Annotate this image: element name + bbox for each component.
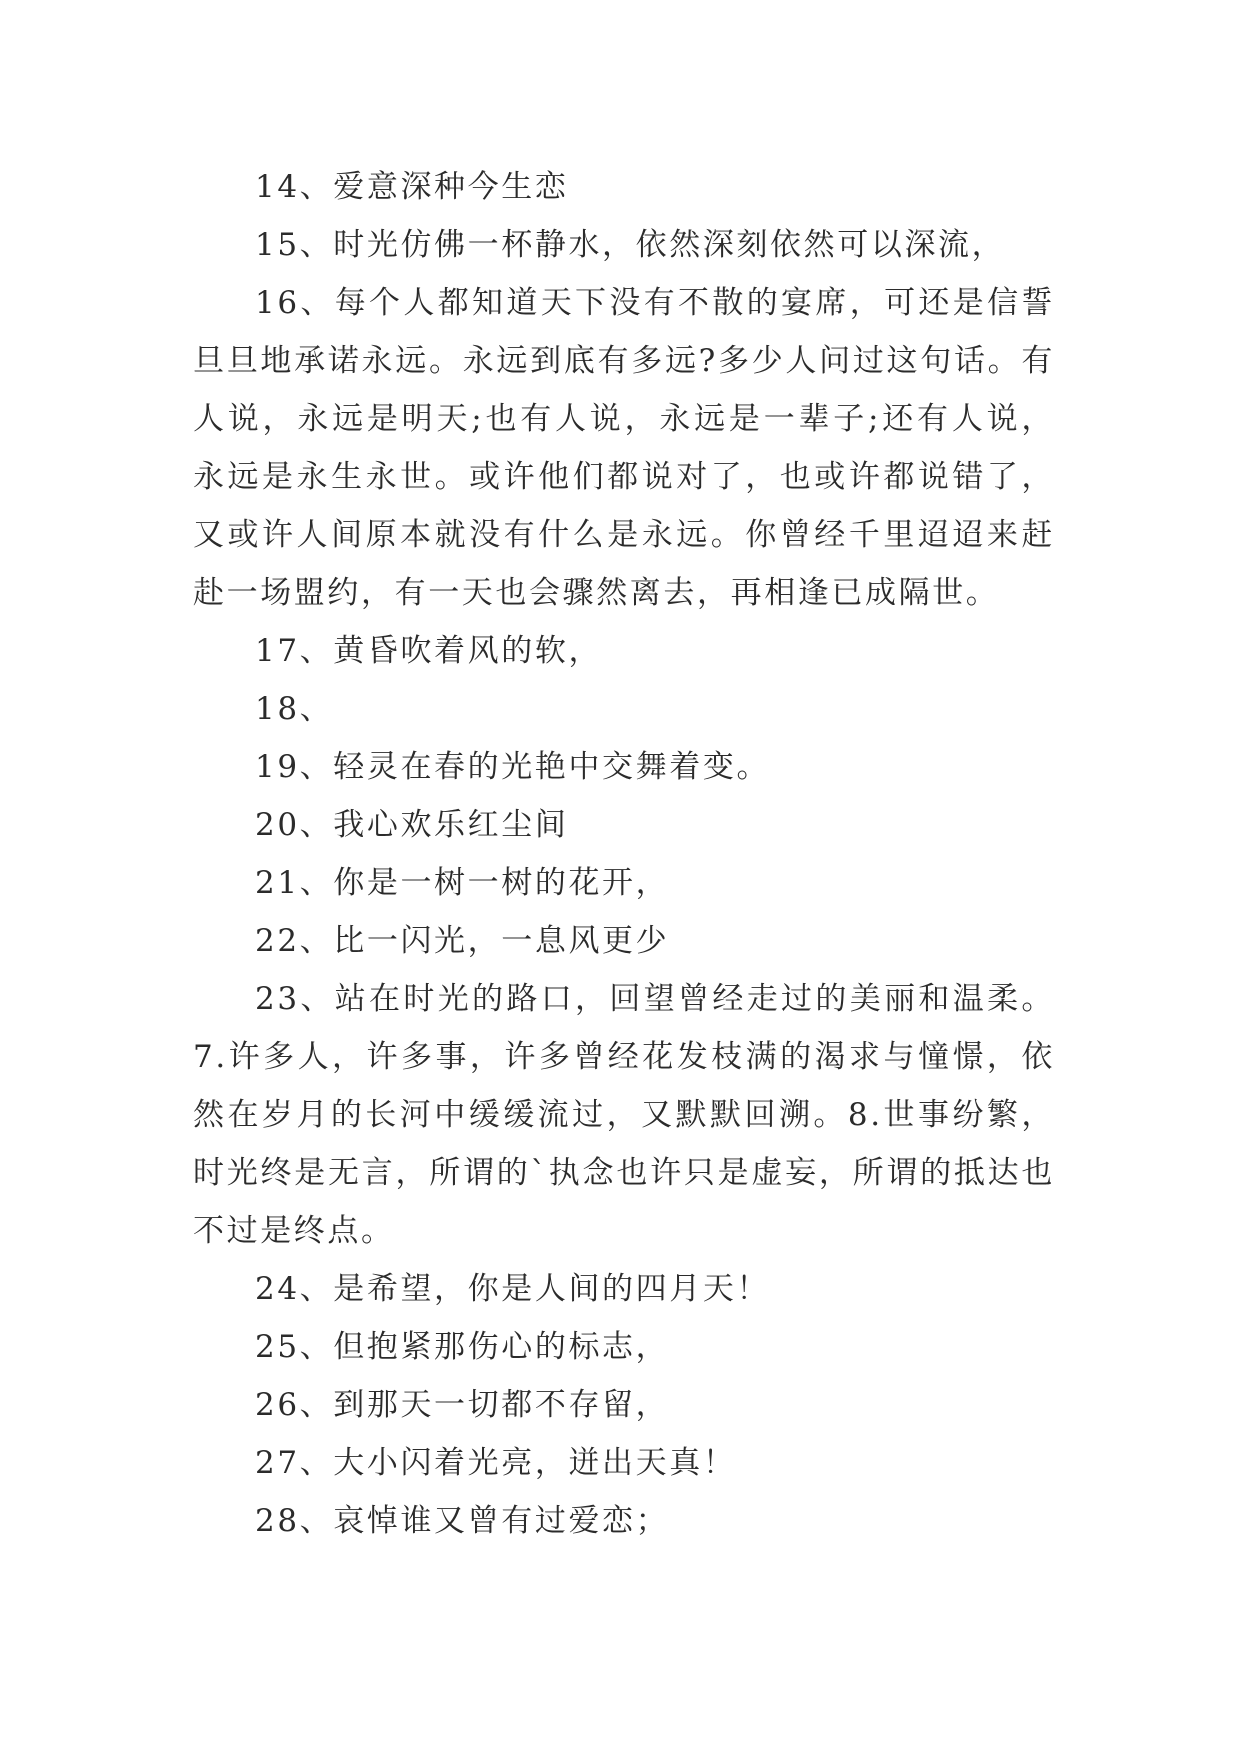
paragraph-18: 18、 (255, 691, 334, 727)
paragraph-14: 14、爱意深种今生恋 (255, 169, 569, 205)
paragraph-23: 23、站在时光的路口，回望曾经走过的美丽和温柔。7.许多人，许多事，许多曾经花发枝满的渴求与憧憬，依然在岁月的长河中缓缓流过，又默默回溯。8.世事纷繁，时光终是无言，所谓的`执念也许只是虚妄，所谓的抵达也不过是终点。 (193, 981, 1055, 1249)
paragraph-19: 19、轻灵在春的光艳中交舞着变。 (255, 749, 771, 785)
document-body (193, 158, 1055, 1550)
paragraph-15: 15、时光仿佛一杯静水，依然深刻依然可以深流， (255, 227, 1006, 263)
paragraph-17: 17、黄昏吹着风的软， (255, 633, 603, 669)
paragraph-20: 20、我心欢乐红尘间 (255, 807, 569, 843)
paragraph-28: 28、哀悼谁又曾有过爱恋； (255, 1503, 670, 1539)
paragraph-16: 16、每个人都知道天下没有不散的宴席，可还是信誓旦旦地承诺永远。永远到底有多远?多少人问过这句话。有人说，永远是明天;也有人说，永远是一辈子;还有人说，永远是永生永世。或许他们都说对了，也或许都说错了，又或许人间原本就没有什么是永远。你曾经千里迢迢来赶赴一场盟约，有一天也会骤然离去，再相逢已成隔世。 (193, 285, 1055, 611)
paragraph-21: 21、你是一树一树的花开， (255, 865, 670, 901)
paragraph-22: 22、比一闪光，一息风更少 (255, 923, 670, 959)
paragraph-27: 27、大小闪着光亮，迸出天真！ (255, 1445, 737, 1481)
paragraph-24: 24、是希望，你是人间的四月天！ (255, 1271, 771, 1307)
paragraph-25: 25、但抱紧那伤心的标志， (255, 1329, 670, 1365)
paragraph-26: 26、到那天一切都不存留， (255, 1387, 670, 1423)
